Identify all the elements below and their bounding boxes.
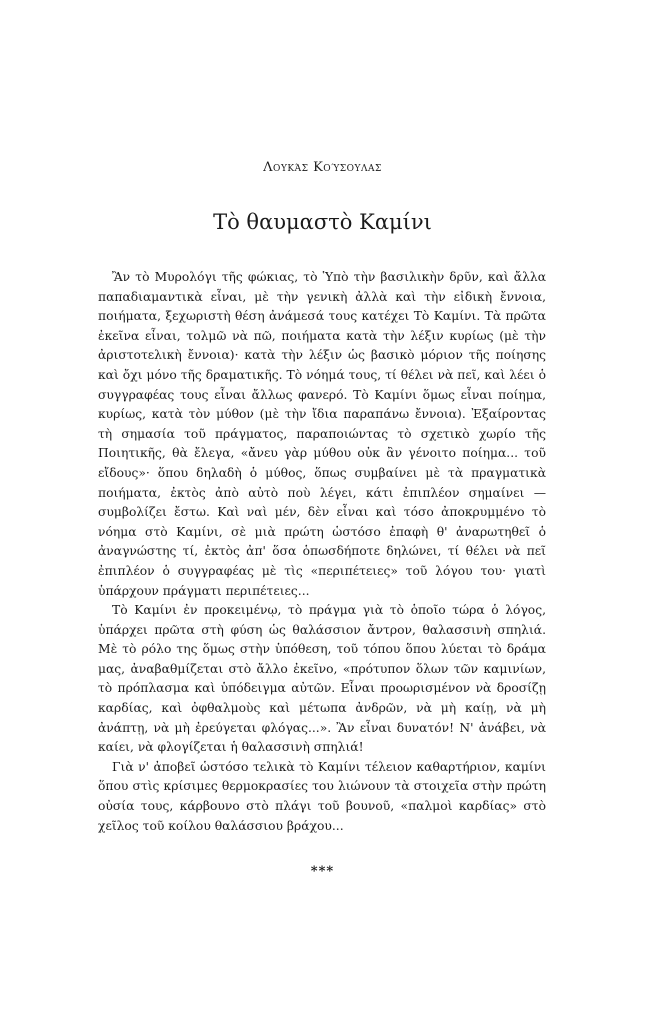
article-body xyxy=(98,268,546,836)
section-separator: *** xyxy=(310,864,335,879)
paragraph-3: Γιὰ ν' ἀποβεῖ ὡστόσο τελικὰ τὸ Καμίνι τέλειον καθαρτήριον, καμίνι ὅπου στὶς κρίσιμες θερμοκρασίες του λιώνουν τὰ στοιχεῖα στὴν πρώτη οὐσία τους, κάρβουνο στὸ πλάγι τοῦ βουνοῦ, «παλμοὶ καρδίας» στὸ χεῖλος τοῦ κοίλου θαλάσσιου βράχου... xyxy=(98,759,546,833)
author-name: Λουκάς Κούσουλας xyxy=(263,160,382,175)
paragraph-2: Τὸ Καμίνι ἐν προκειμένῳ, τὸ πράγμα γιὰ τὸ ὁποῖο τώρα ὁ λόγος, ὑπάρχει πρῶτα στὴ φύση ὡς θαλάσσιον ἄντρον, θαλασσινὴ σπηλιά. Μὲ τὸ ρόλο της ὅμως στὴν ὑπόθεση, τοῦ τόπου ὅπου λύεται τὸ δράμα μας, ἀναβαθμίζεται στὸ ἄλλο ἐκεῖνο, «πρότυπον ὅλων τῶν καμινίων, τὸ πρόπλασμα καὶ ὑπόδειγμα αὐτῶν. Εἶναι προωρισμένον νὰ δροσίζῃ καρδίας, καὶ ὀφθαλμοὺς καὶ μέτωπα ἀνδρῶν, νὰ μὴ καίῃ, νὰ μὴ ἀνάπτῃ, νὰ μὴ ἐρεύγεται φλόγας...». Ἂν εἶναι δυνατόν! Ν' ἀνάβει, νὰ καίει, νὰ φλογίζεται ἡ θαλασσινὴ σπηλιά! xyxy=(98,603,546,755)
paragraph-1: Ἂν τὸ Μυρολόγι τῆς φώκιας, τὸ Ὑπὸ τὴν βασιλικὴν δρῦν, καὶ ἄλλα παπαδιαμαντικὰ εἶναι, μὲ τὴν γενικὴ ἀλλὰ καὶ τὴν εἰδικὴ ἔννοια, ποιήματα, ξεχωριστὴ θέση ἀνάμεσά τους κατέχει Τὸ Καμίνι. Τὰ πρῶτα ἐκεῖνα εἶναι, τολμῶ νὰ πῶ, ποιήματα κατὰ τὴν λέξιν κυρίως (μὲ τὴν ἀριστοτελικὴ ἔννοια)· κατὰ τὴν λέξιν ὡς βασικὸ μόριον τῆς ποίησης καὶ ὄχι μόνο τῆς δραματικῆς. Τὸ νόημά τους, τί θέλει νὰ πεῖ, καὶ λέει ὁ συγγραφέας τους εἶναι ἄλλως φανερό. Τὸ Καμίνι ὅμως εἶναι ποίημα, κυρίως, κατὰ τὸν μύθον (μὲ τὴν ἴδια παραπάνω ἔννοια). Ἐξαίροντας τὴ σημασία τοῦ πράγματος, παραποιώντας τὸ σχετικὸ χωρίο τῆς Ποιητικῆς, θὰ ἔλεγα, «ἄνευ γὰρ μύθου οὐκ ἂν γένοιτο ποίημα... τοῦ εἴδους»· ὅπου δηλαδὴ ὁ μύθος, ὅπως συμβαίνει μὲ τὰ πραγματικὰ ποιήματα, ἐκτὸς ἀπὸ αὐτὸ ποὺ λέγει, κάτι ἐπιπλέον σημαίνει — συμβολίζει ἔστω. Καὶ ναὶ μέν, δὲν εἶναι καὶ τόσο ἀποκρυμμένο τὸ νόημα στὸ Καμίνι, σὲ μιὰ πρώτη ὡστόσο ἐπαφὴ θ' ἀναρωτηθεῖ ὁ ἀναγνώστης τί, ἐκτὸς ἀπ' ὅσα ὁπωσδήποτε δηλώνει, τί θέλει νὰ πεῖ ἐπιπλέον ὁ συγγραφέας μὲ τὶς «περιπέτειες» τοῦ λόγου του· γιατὶ ὑπάρχουν πράγματι περιπέτειες... xyxy=(98,270,546,598)
article-title: Τὸ θαυμαστὸ Καμίνι xyxy=(213,210,432,234)
